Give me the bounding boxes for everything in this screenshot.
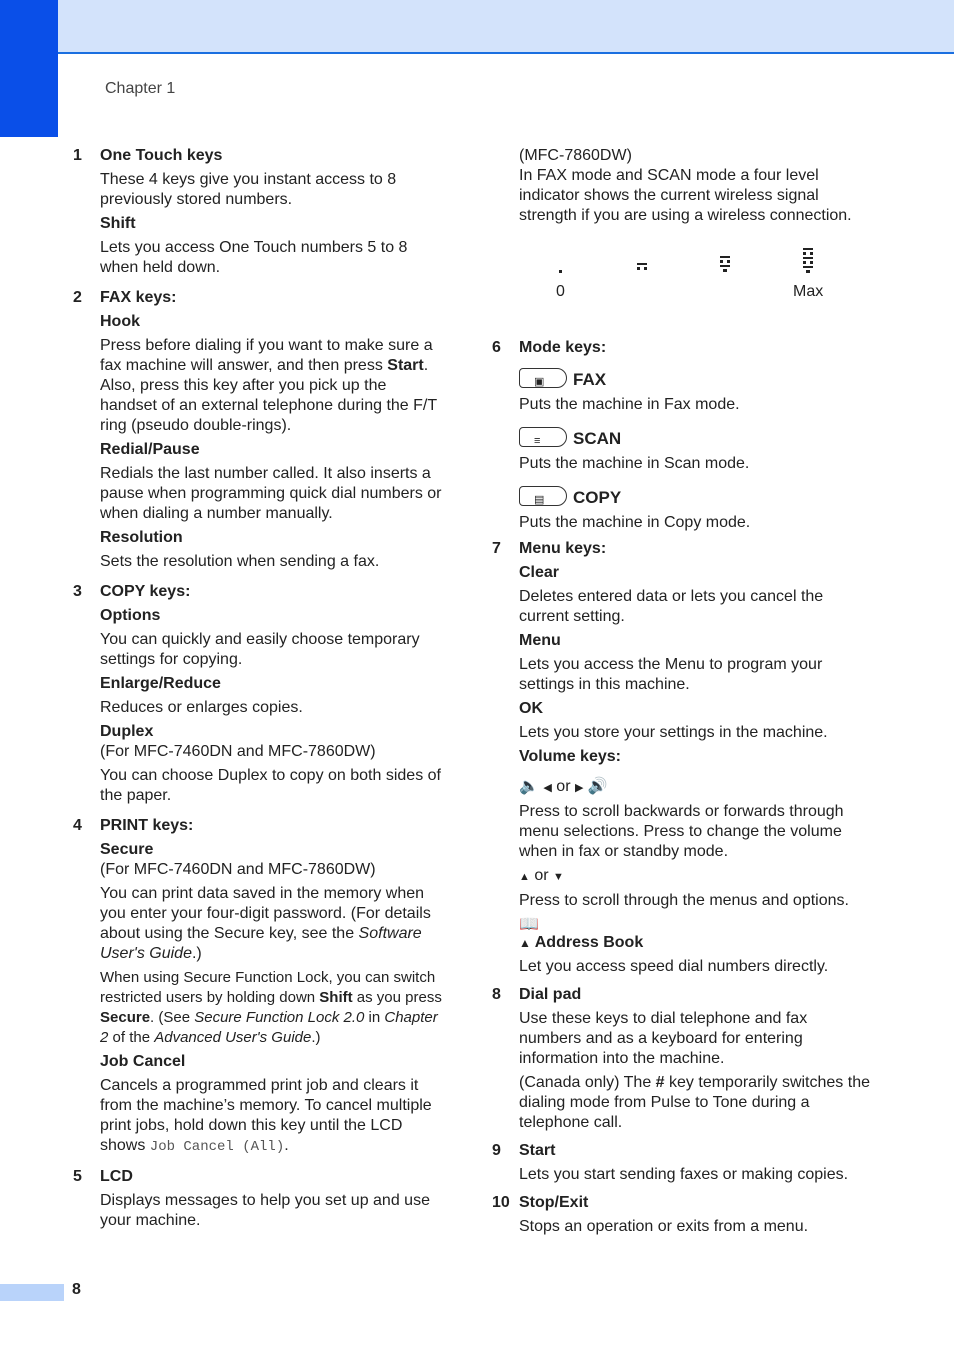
signal-level-2-icon: [718, 246, 732, 276]
left-column: [73, 146, 443, 1231]
subheading: ▲ Address Book: [519, 934, 644, 951]
paragraph: You can quickly and easily choose temporary settings for copying.: [100, 631, 420, 668]
list-item: [73, 1167, 443, 1231]
item-number: 1: [73, 147, 82, 164]
item-number: 5: [73, 1168, 82, 1185]
paragraph: Reduces or enlarges copies.: [100, 699, 303, 716]
item-title: One Touch keys: [100, 147, 223, 164]
note: When using Secure Function Lock, you can switch restricted users by holding down Shift as you press Secure. (See Secure Function Lock 2.0 in Chapter 2 of the Advanced User's Guide.): [100, 969, 442, 1046]
item-title: LCD: [100, 1168, 133, 1185]
item-number: 7: [492, 540, 501, 557]
paragraph: (Canada only) The # key temporarily switches the dialing mode from Pulse to Tone during a telephone call.: [519, 1074, 870, 1131]
updown-keys-row: ▲ or ▼: [519, 867, 564, 884]
copy-mode-key: ▤ COPY: [519, 486, 872, 509]
paragraph: Deletes entered data or lets you cancel the current setting.: [519, 588, 824, 625]
subheading: Volume keys:: [519, 748, 621, 765]
item-title: COPY keys:: [100, 583, 191, 600]
volume-keys-row: 🔈 ◀ or ▶ 🔊: [519, 778, 608, 795]
item-title: Start: [519, 1142, 556, 1159]
paragraph: Let you access speed dial numbers directly.: [519, 958, 829, 975]
chapter-tab: [0, 0, 58, 137]
paragraph: Puts the machine in Scan mode.: [519, 455, 750, 472]
list-item: [492, 1193, 872, 1237]
subheading: Hook: [100, 313, 140, 330]
subheading: Menu: [519, 632, 561, 649]
subheading: Job Cancel: [100, 1053, 186, 1070]
paragraph: Sets the resolution when sending a fax.: [100, 553, 380, 570]
paragraph: (For MFC-7460DN and MFC-7860DW): [100, 743, 376, 760]
item-title: Stop/Exit: [519, 1194, 589, 1211]
paragraph: Lets you access the Menu to program your settings in this machine.: [519, 656, 823, 693]
up-arrow-icon: ▲: [519, 936, 531, 950]
right-arrow-icon: ▶: [574, 782, 584, 794]
paragraph: Lets you start sending faxes or making copies.: [519, 1166, 849, 1183]
paragraph: (For MFC-7460DN and MFC-7860DW): [100, 861, 376, 878]
signal-min-label: 0: [556, 283, 565, 300]
list-item: [73, 146, 443, 278]
paragraph: Displays messages to help you set up and use your machine.: [100, 1192, 430, 1229]
subheading: Options: [100, 607, 161, 624]
footer-bar: [0, 1284, 64, 1301]
scan-mode-key: ≡ SCAN: [519, 427, 872, 450]
paragraph: You can print data saved in the memory when you enter your four-digit password. (For details about using the Secure key, see the Software User's Guide.): [100, 885, 431, 962]
list-item: [492, 985, 872, 1133]
paragraph: Press to scroll through the menus and options.: [519, 892, 849, 909]
list-item: [492, 1141, 872, 1185]
paragraph: Lets you store your settings in the machine.: [519, 724, 828, 741]
right-column: [492, 146, 872, 1237]
up-arrow-icon: ▲: [519, 871, 530, 883]
wireless-intro: [492, 146, 872, 338]
list-item: [73, 582, 443, 806]
subheading: Clear: [519, 564, 560, 581]
item-number: 3: [73, 583, 82, 600]
chapter-label: Chapter 1: [105, 80, 176, 97]
paragraph: Press to scroll backwards or forwards through menu selections. Press to change the volume when in fax or standby mode.: [519, 803, 844, 860]
list-item: [492, 338, 872, 533]
item-number: 4: [73, 817, 82, 834]
paragraph: (MFC-7860DW): [519, 147, 632, 164]
paragraph: These 4 keys give you instant access to 8 previously stored numbers.: [100, 171, 397, 208]
subheading: Duplex: [100, 723, 154, 740]
paragraph: Redials the last number called. It also inserts a pause when programming quick dial numbers or when dialing a number manually.: [100, 465, 442, 522]
item-number: 6: [492, 339, 501, 356]
signal-max-label: Max: [793, 283, 824, 300]
subheading: Shift: [100, 215, 136, 232]
item-number: 2: [73, 289, 82, 306]
paragraph: Puts the machine in Fax mode.: [519, 396, 740, 413]
item-number: 10: [492, 1194, 510, 1211]
paragraph: Stops an operation or exits from a menu.: [519, 1218, 809, 1235]
item-title: Mode keys:: [519, 339, 607, 356]
page-number: 8: [72, 1281, 81, 1298]
subheading: Secure: [100, 841, 154, 858]
signal-level-0-icon: [557, 246, 565, 276]
signal-level-1-icon: [635, 246, 649, 276]
paragraph: Cancels a programmed print job and clears it from the machine’s memory. To cancel multiple print jobs, hold down this key until the LCD shows Job Cancel (All).: [100, 1077, 432, 1155]
subheading: Resolution: [100, 529, 183, 546]
down-arrow-icon: ▼: [553, 871, 564, 883]
paragraph: Press before dialing if you want to make sure a fax machine will answer, and then press Start. Also, press this key after you pick up the handset of an external telephone during the F/T ring (pseudo double-rings).: [100, 337, 437, 434]
paragraph: Lets you access One Touch numbers 5 to 8 when held down.: [100, 239, 408, 276]
list-item: [492, 539, 872, 977]
item-title: PRINT keys:: [100, 817, 194, 834]
item-title: Menu keys:: [519, 540, 607, 557]
signal-level-3-icon: [801, 246, 815, 276]
fax-mode-key: ▣ FAX: [519, 368, 872, 391]
scan-key-icon: ≡: [519, 427, 567, 447]
copy-key-icon: ▤: [519, 486, 567, 506]
item-number: 8: [492, 986, 501, 1003]
subheading: Redial/Pause: [100, 441, 200, 458]
paragraph: Puts the machine in Copy mode.: [519, 514, 751, 531]
volume-down-icon: 🔈: [519, 778, 539, 795]
header-bar: [0, 0, 954, 54]
list-item: [73, 288, 443, 572]
address-book-icon: 📖: [519, 916, 539, 933]
volume-up-icon: 🔊: [587, 778, 608, 795]
item-title: Dial pad: [519, 986, 582, 1003]
paragraph: Use these keys to dial telephone and fax numbers and as a keyboard for entering information into the machine.: [519, 1010, 808, 1067]
item-number: 9: [492, 1142, 501, 1159]
left-arrow-icon: ◀: [543, 782, 552, 794]
paragraph: You can choose Duplex to copy on both sides of the paper.: [100, 767, 441, 804]
subheading: Enlarge/Reduce: [100, 675, 221, 692]
item-title: FAX keys:: [100, 289, 177, 306]
signal-indicator: [519, 226, 872, 338]
list-item: [73, 816, 443, 1157]
fax-key-icon: ▣: [519, 368, 567, 388]
paragraph: In FAX mode and SCAN mode a four level indicator shows the current wireless signal strength if you are using a wireless connection.: [519, 167, 852, 224]
subheading: OK: [519, 700, 543, 717]
